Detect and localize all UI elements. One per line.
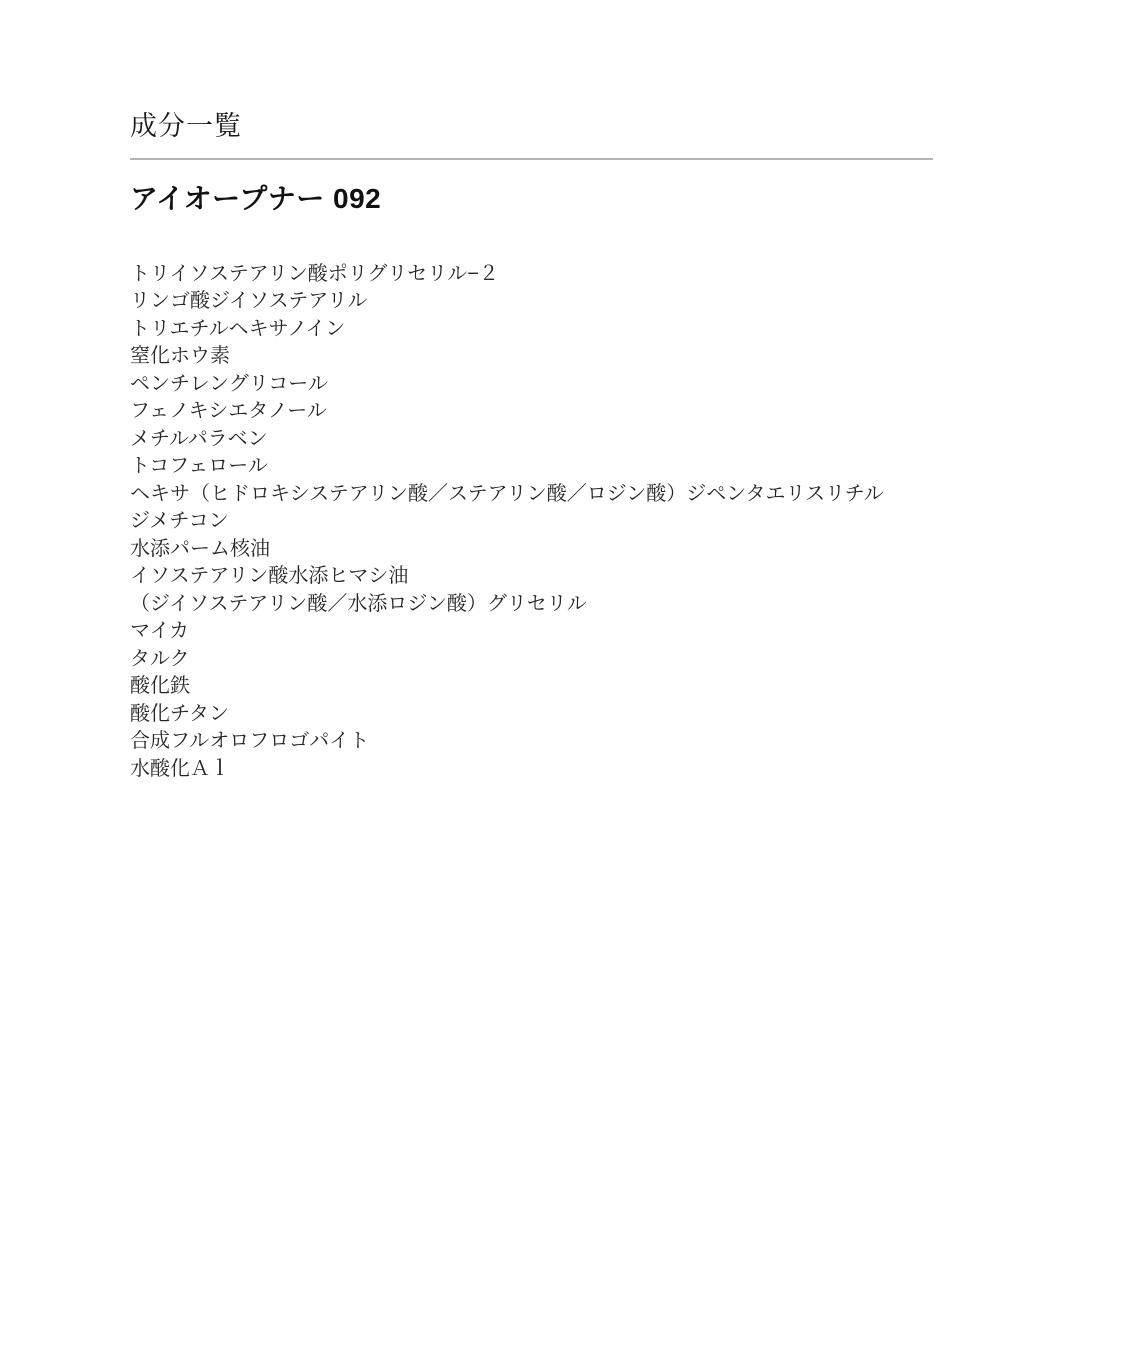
ingredient-item: ペンチレングリコール	[130, 372, 328, 395]
ingredient-item: 合成フルオロフロゴパイト	[130, 730, 370, 753]
ingredient-item: （ジイソステアリン酸／水添ロジン酸）グリセリル	[130, 592, 587, 615]
ingredient-item: リンゴ酸ジイソステアリル	[130, 290, 368, 313]
ingredient-item: 酸化鉄	[130, 675, 190, 698]
ingredient-item: ジメチコン	[130, 510, 229, 533]
ingredient-item: トコフェロール	[130, 455, 268, 478]
ingredient-item: 水添パーム核油	[130, 537, 270, 560]
ingredient-item: ヘキサ（ヒドロキシステアリン酸／ステアリン酸／ロジン酸）ジペンタエリスリチル	[130, 482, 884, 505]
ingredient-item: メチルパラベン	[130, 427, 268, 450]
ingredient-page	[130, 110, 933, 783]
page-title: 成分一覧	[130, 111, 242, 141]
ingredient-item: 酸化チタン	[130, 702, 229, 725]
divider-rule	[130, 158, 933, 160]
ingredient-item: タルク	[130, 647, 190, 670]
ingredient-item: フェノキシエタノール	[130, 400, 327, 423]
product-name: アイオープナー 092	[130, 183, 382, 215]
ingredient-item: 水酸化Ａｌ	[130, 757, 230, 780]
ingredient-item: トリイソステアリン酸ポリグリセリル−２	[130, 262, 499, 285]
ingredient-item: イソステアリン酸水添ヒマシ油	[130, 565, 409, 588]
ingredient-item: マイカ	[130, 620, 189, 643]
ingredient-list	[130, 261, 933, 784]
ingredient-item: 窒化ホウ素	[130, 345, 230, 368]
ingredient-item: トリエチルヘキサノイン	[130, 317, 346, 340]
